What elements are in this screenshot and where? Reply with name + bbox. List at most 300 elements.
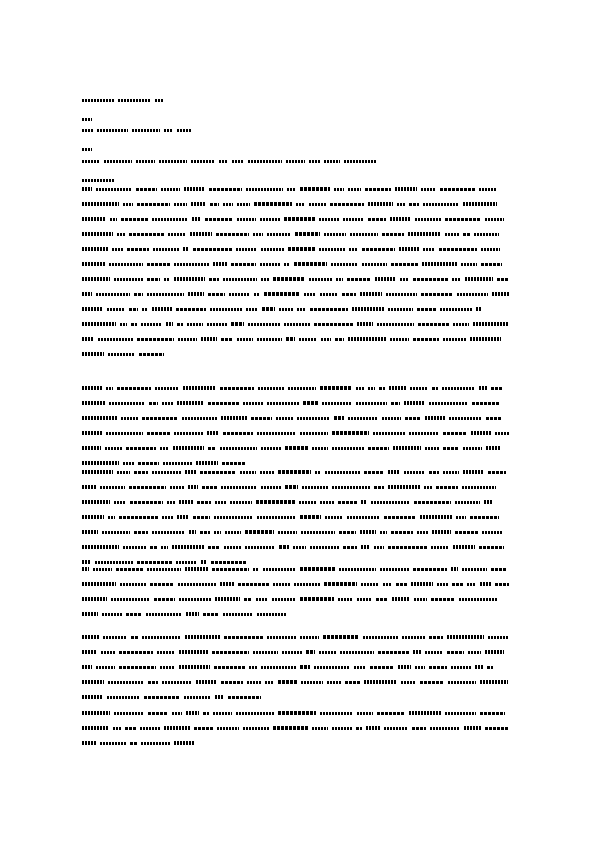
illegible-word	[488, 636, 508, 639]
illegible-word	[425, 651, 443, 654]
illegible-word	[200, 471, 236, 474]
illegible-word	[325, 516, 343, 519]
illegible-word	[405, 417, 421, 420]
illegible-word	[82, 247, 108, 251]
illegible-word	[134, 293, 143, 296]
illegible-word	[82, 232, 113, 236]
paragraph	[82, 186, 514, 366]
illegible-word	[377, 712, 405, 715]
illegible-word	[130, 742, 137, 745]
illegible-word	[447, 635, 484, 639]
illegible-word	[495, 583, 509, 586]
illegible-word	[82, 401, 105, 405]
illegible-word	[429, 636, 443, 639]
illegible-word	[300, 665, 310, 669]
illegible-word	[172, 545, 204, 549]
illegible-word	[93, 568, 112, 571]
illegible-word	[230, 501, 252, 504]
illegible-word	[82, 99, 114, 102]
illegible-word	[137, 561, 172, 564]
illegible-word	[209, 278, 219, 281]
illegible-word	[464, 726, 481, 730]
illegible-word	[82, 515, 104, 519]
illegible-word	[314, 666, 350, 669]
illegible-word	[257, 432, 296, 435]
illegible-word	[136, 188, 157, 191]
illegible-word	[142, 308, 148, 311]
illegible-word	[214, 531, 221, 534]
illegible-word	[160, 666, 175, 669]
illegible-word	[130, 501, 163, 504]
illegible-word	[409, 203, 419, 206]
illegible-word	[82, 485, 96, 489]
illegible-word	[245, 546, 275, 549]
illegible-word	[348, 337, 386, 341]
illegible-word	[82, 446, 101, 450]
illegible-word	[251, 417, 272, 420]
illegible-word	[237, 203, 250, 206]
illegible-word	[119, 516, 158, 519]
illegible-word	[470, 516, 499, 519]
illegible-word	[107, 308, 125, 311]
text-line	[82, 460, 514, 467]
illegible-word	[431, 546, 449, 549]
illegible-word	[174, 277, 205, 281]
illegible-word	[361, 500, 367, 504]
illegible-word	[382, 233, 404, 236]
illegible-word	[386, 293, 417, 296]
illegible-word	[481, 263, 502, 266]
illegible-word	[325, 471, 360, 474]
text-line	[82, 385, 514, 392]
illegible-word	[364, 471, 384, 474]
illegible-word	[300, 567, 335, 571]
illegible-word	[217, 727, 239, 730]
illegible-word	[102, 613, 122, 616]
illegible-word	[134, 471, 148, 474]
illegible-word	[463, 233, 470, 236]
illegible-word	[362, 263, 387, 266]
illegible-word	[273, 726, 308, 730]
illegible-word	[114, 278, 143, 281]
illegible-word	[418, 323, 449, 326]
illegible-word	[142, 636, 181, 639]
illegible-word	[220, 582, 234, 586]
illegible-word	[288, 387, 316, 390]
illegible-word	[380, 531, 387, 534]
illegible-word	[155, 99, 164, 102]
illegible-word	[82, 352, 104, 356]
illegible-word	[262, 307, 275, 311]
illegible-word	[82, 650, 97, 654]
illegible-word	[309, 203, 326, 206]
illegible-word	[360, 292, 382, 296]
illegible-word	[320, 386, 352, 390]
illegible-word	[409, 432, 439, 435]
illegible-word	[212, 651, 249, 654]
illegible-word	[221, 486, 257, 489]
illegible-word	[302, 486, 328, 489]
illegible-word	[104, 160, 132, 163]
illegible-word	[253, 568, 259, 571]
illegible-word	[82, 322, 116, 326]
illegible-word	[452, 583, 463, 586]
illegible-word	[82, 202, 119, 206]
illegible-word	[342, 293, 356, 296]
illegible-word	[106, 387, 113, 390]
illegible-word	[453, 545, 475, 549]
illegible-word	[155, 387, 179, 390]
illegible-word	[390, 338, 409, 341]
illegible-word	[374, 486, 384, 489]
illegible-word	[432, 387, 438, 390]
illegible-word	[212, 568, 249, 571]
illegible-word	[258, 387, 284, 390]
illegible-word	[203, 613, 219, 616]
illegible-word	[177, 515, 189, 519]
illegible-word	[481, 248, 500, 251]
illegible-word	[457, 293, 488, 296]
illegible-word	[348, 188, 361, 191]
illegible-word	[486, 417, 502, 420]
illegible-word	[102, 531, 130, 534]
illegible-word	[445, 233, 459, 236]
illegible-word	[404, 471, 425, 474]
illegible-word	[123, 546, 146, 549]
illegible-word	[389, 386, 406, 390]
illegible-word	[278, 680, 297, 684]
illegible-word	[82, 217, 106, 221]
illegible-word	[455, 531, 478, 534]
illegible-word	[201, 560, 207, 564]
illegible-word	[424, 486, 432, 489]
illegible-word	[315, 471, 321, 474]
illegible-word	[219, 160, 228, 163]
illegible-word	[260, 263, 280, 266]
illegible-word	[221, 681, 243, 684]
illegible-word	[260, 218, 280, 221]
illegible-word	[397, 203, 405, 206]
illegible-word	[111, 598, 150, 601]
text-line	[82, 201, 514, 208]
illegible-word	[110, 218, 117, 221]
text-line	[82, 710, 514, 717]
illegible-word	[462, 486, 496, 489]
illegible-word	[383, 583, 392, 586]
illegible-word	[436, 486, 458, 489]
illegible-word	[439, 248, 477, 251]
text-line	[82, 664, 514, 671]
illegible-word	[272, 598, 296, 601]
illegible-word	[330, 203, 364, 206]
illegible-word	[303, 401, 318, 405]
illegible-word	[452, 278, 461, 281]
illegible-word	[421, 188, 436, 191]
illegible-word	[129, 233, 164, 236]
illegible-word	[209, 188, 242, 191]
illegible-word	[178, 338, 197, 341]
illegible-word	[152, 471, 181, 474]
illegible-word	[253, 233, 263, 236]
illegible-word	[343, 218, 364, 221]
illegible-word	[148, 681, 158, 684]
illegible-word	[168, 233, 186, 236]
illegible-word	[108, 516, 115, 519]
text-line	[82, 725, 514, 732]
illegible-word	[108, 681, 144, 684]
illegible-word	[474, 233, 499, 236]
illegible-word	[136, 160, 155, 163]
illegible-word	[349, 248, 358, 251]
illegible-word	[429, 666, 447, 669]
paragraph	[82, 634, 514, 709]
illegible-word	[368, 202, 393, 206]
illegible-word	[215, 597, 240, 601]
illegible-word	[215, 695, 224, 699]
illegible-word	[214, 516, 253, 519]
illegible-word	[82, 741, 96, 745]
illegible-word	[423, 203, 459, 206]
illegible-word	[174, 263, 209, 266]
illegible-word	[82, 416, 117, 420]
illegible-word	[300, 432, 328, 435]
illegible-word	[415, 666, 425, 669]
illegible-word	[322, 402, 352, 405]
illegible-word	[312, 727, 328, 730]
illegible-word	[368, 387, 375, 390]
illegible-word	[244, 598, 252, 601]
illegible-word	[368, 447, 389, 450]
illegible-word	[118, 99, 151, 102]
text-line	[82, 649, 514, 656]
illegible-word	[267, 233, 291, 236]
illegible-word	[391, 531, 413, 534]
text-line	[82, 559, 514, 566]
illegible-word	[131, 323, 137, 326]
illegible-word	[395, 187, 417, 191]
illegible-word	[364, 680, 397, 684]
illegible-word	[482, 531, 502, 534]
illegible-word	[247, 681, 261, 684]
illegible-word	[208, 447, 216, 450]
illegible-word	[300, 187, 330, 191]
text-line	[82, 291, 514, 298]
illegible-word	[109, 263, 143, 266]
text-line	[82, 544, 514, 551]
illegible-word	[240, 471, 256, 474]
illegible-word	[237, 338, 253, 341]
illegible-word	[177, 323, 183, 326]
illegible-word	[410, 387, 428, 390]
illegible-word	[82, 635, 99, 639]
illegible-word	[208, 402, 239, 405]
illegible-word	[129, 308, 138, 311]
illegible-word	[96, 666, 115, 669]
illegible-word	[294, 583, 320, 586]
illegible-word	[174, 203, 187, 206]
illegible-word	[451, 567, 458, 571]
illegible-word	[257, 516, 296, 519]
illegible-word	[263, 568, 296, 571]
illegible-word	[96, 293, 130, 296]
illegible-word	[147, 278, 160, 281]
illegible-word	[96, 188, 132, 191]
illegible-word	[256, 500, 295, 504]
illegible-word	[440, 308, 472, 311]
illegible-word	[114, 712, 144, 715]
illegible-word	[273, 277, 305, 281]
illegible-word	[465, 277, 493, 281]
illegible-word	[225, 531, 241, 534]
illegible-word	[388, 470, 400, 474]
illegible-word	[491, 568, 506, 571]
illegible-word	[243, 402, 263, 405]
illegible-word	[193, 248, 232, 251]
illegible-word	[208, 546, 220, 549]
illegible-word	[112, 248, 123, 251]
illegible-word	[164, 726, 190, 730]
illegible-word	[420, 515, 452, 519]
illegible-word	[120, 583, 146, 586]
illegible-word	[423, 248, 435, 251]
illegible-word	[224, 636, 263, 639]
illegible-word	[472, 402, 500, 405]
text-line	[82, 351, 514, 358]
illegible-word	[371, 501, 410, 504]
illegible-word	[162, 402, 173, 405]
illegible-word	[185, 567, 208, 571]
illegible-word	[113, 727, 121, 730]
illegible-word	[417, 308, 436, 311]
illegible-word	[319, 651, 336, 654]
illegible-word	[82, 530, 98, 534]
illegible-word	[203, 712, 209, 715]
paragraph	[82, 710, 514, 755]
illegible-word	[188, 485, 198, 489]
illegible-word	[284, 323, 310, 326]
illegible-word	[216, 233, 249, 236]
illegible-word	[82, 680, 104, 684]
illegible-word	[114, 501, 126, 504]
illegible-word	[485, 650, 504, 654]
illegible-word	[382, 417, 401, 420]
illegible-word	[82, 612, 98, 616]
illegible-word	[339, 568, 376, 571]
illegible-word	[172, 712, 182, 715]
illegible-word	[425, 416, 445, 420]
illegible-word	[208, 293, 225, 296]
illegible-word	[132, 129, 160, 132]
illegible-word	[154, 598, 175, 601]
illegible-word	[245, 530, 274, 534]
illegible-word	[306, 650, 315, 654]
illegible-word	[345, 681, 360, 684]
illegible-word	[223, 203, 233, 206]
illegible-word	[324, 233, 346, 236]
illegible-word	[323, 635, 359, 639]
illegible-word	[384, 727, 408, 730]
illegible-word	[257, 338, 282, 341]
illegible-word	[319, 218, 339, 221]
illegible-word	[147, 432, 170, 435]
illegible-word	[413, 278, 448, 281]
illegible-word	[82, 148, 92, 151]
illegible-word	[107, 696, 140, 699]
illegible-word	[117, 387, 151, 390]
illegible-word	[420, 681, 444, 684]
illegible-word	[296, 203, 305, 206]
text-line	[82, 276, 514, 283]
illegible-word	[443, 471, 459, 474]
illegible-word	[146, 613, 182, 616]
illegible-word	[220, 387, 254, 390]
illegible-word	[100, 742, 126, 745]
illegible-word	[320, 501, 334, 504]
illegible-word	[338, 501, 357, 504]
illegible-word	[82, 386, 102, 390]
illegible-word	[103, 636, 127, 639]
illegible-word	[246, 188, 283, 191]
illegible-word	[400, 278, 409, 281]
illegible-word	[476, 307, 482, 311]
illegible-word	[141, 742, 170, 745]
illegible-word	[119, 651, 153, 654]
illegible-word	[361, 583, 379, 586]
illegible-word	[492, 292, 510, 296]
illegible-word	[300, 636, 319, 639]
illegible-word	[282, 651, 302, 654]
illegible-word	[82, 695, 103, 699]
illegible-word	[339, 531, 356, 534]
illegible-word	[141, 323, 162, 326]
illegible-word	[179, 500, 193, 504]
illegible-word	[488, 471, 506, 474]
illegible-word	[366, 726, 380, 730]
illegible-word	[471, 431, 491, 435]
illegible-word	[332, 431, 369, 435]
illegible-word	[222, 462, 246, 465]
illegible-word	[363, 636, 398, 639]
illegible-word	[191, 202, 206, 206]
illegible-word	[82, 545, 119, 549]
illegible-word	[462, 568, 487, 571]
illegible-word	[301, 681, 323, 684]
illegible-word	[106, 432, 143, 435]
illegible-word	[248, 160, 282, 163]
illegible-word	[129, 486, 166, 489]
illegible-word	[95, 561, 133, 564]
illegible-word	[82, 292, 92, 296]
illegible-word	[486, 446, 500, 450]
illegible-word	[396, 583, 407, 586]
illegible-word	[82, 665, 92, 669]
text-line	[82, 679, 514, 686]
illegible-word	[360, 530, 376, 534]
illegible-word	[196, 461, 218, 465]
illegible-word	[468, 651, 481, 654]
illegible-word	[223, 278, 257, 281]
illegible-word	[467, 583, 476, 586]
illegible-word	[223, 613, 253, 616]
illegible-word	[334, 188, 344, 191]
illegible-word	[82, 431, 102, 435]
illegible-word	[166, 322, 173, 326]
illegible-word	[174, 432, 203, 435]
illegible-word	[229, 293, 250, 296]
illegible-word	[249, 666, 257, 669]
illegible-word	[479, 188, 496, 191]
illegible-word	[197, 501, 211, 504]
